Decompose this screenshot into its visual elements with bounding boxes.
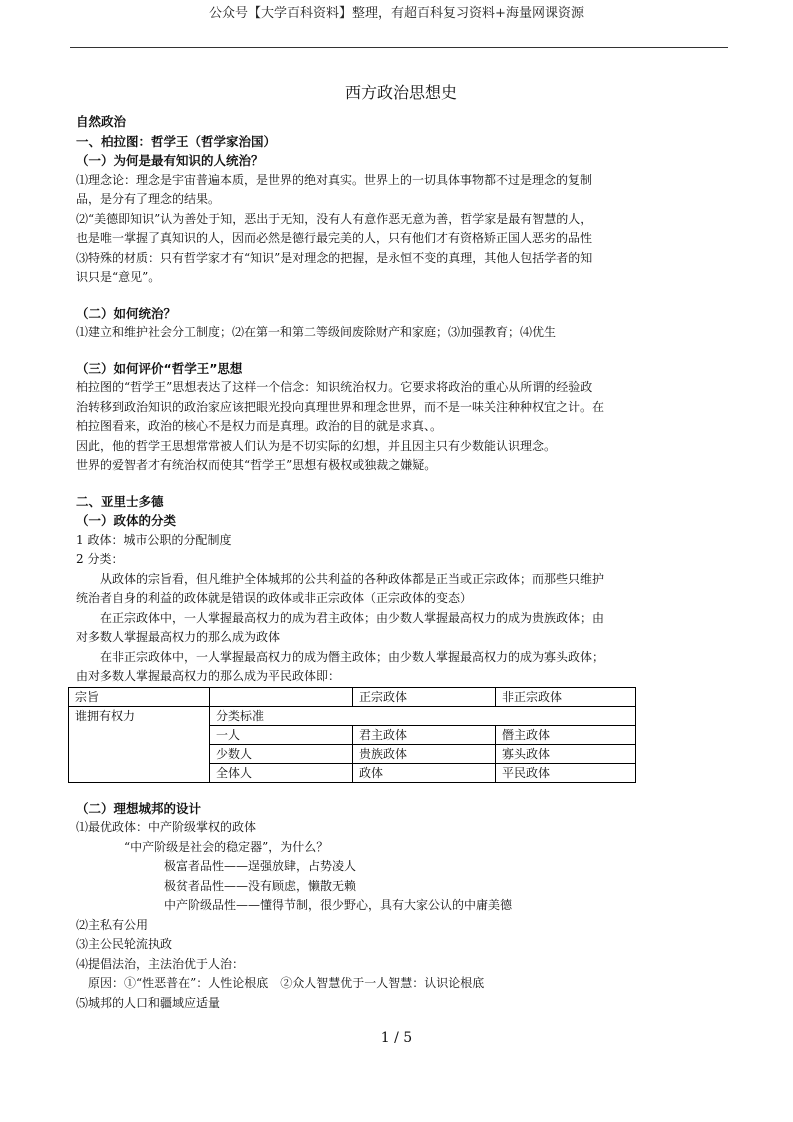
text-line: 柏拉图看来，政治的核心不是权力而是真理。政治的目的就是求真、。 xyxy=(76,419,443,433)
text-line: ⑶主公民轮流执政 xyxy=(76,937,173,951)
table-cell: 僭主政体 xyxy=(496,725,636,744)
text-line: ⑸城邦的人口和疆域应适量 xyxy=(76,995,221,1010)
table-cell: 全体人 xyxy=(210,763,353,782)
header-rule xyxy=(70,47,728,48)
table-cell: 政体 xyxy=(353,763,496,782)
table-cell: 寡头政体 xyxy=(496,744,636,763)
text-line: 世界的爱智者才有统治权而使其“哲学王”思想有极权或独裁之嫌疑。 xyxy=(76,458,437,472)
text-line: 由对多数人掌握最高权力的那么成为平民政体即： xyxy=(76,669,341,683)
text-line: 1 政体：城市公职的分配制度 xyxy=(76,532,232,547)
table-cell: 谁拥有权力 xyxy=(69,706,210,782)
table-cell: 分类标准 xyxy=(210,706,636,725)
table-cell: 一人 xyxy=(210,725,353,744)
table-cell: 宗旨 xyxy=(69,687,210,706)
text-line: 品，是分有了理念的结果。 xyxy=(76,192,221,206)
text-line: 在非正宗政体中，一人掌握最高权力的成为僭主政体；由少数人掌握最高权力的成为寡头政体； xyxy=(100,649,605,664)
text-line: 柏拉图的“哲学王”思想表达了这样一个信念：知识统治权力。它要求将政治的重心从所谓的经验政 xyxy=(76,380,593,394)
table-row xyxy=(69,687,636,706)
section-aristotle-heading: 二、亚里士多德 xyxy=(76,493,164,509)
text-line: 因此，他的哲学王思想常常被人们认为是不切实际的幻想，并且因主只有少数能认识理念。 xyxy=(76,438,557,453)
table-row xyxy=(69,706,636,725)
text-line: ⑵“美德即知识”认为善处于知，恶出于无知，没有人有意作恶无意为善，哲学家是最有智慧的人， xyxy=(76,211,593,226)
aristotle-q2-heading: （二）理想城邦的设计 xyxy=(76,800,202,816)
table-cell: 少数人 xyxy=(210,744,353,763)
text-line: ⑵主私有公用 xyxy=(76,917,149,932)
text-line: 对多数人掌握最高权力的那么成为政体 xyxy=(76,630,281,644)
page-number: 1 / 5 xyxy=(380,1030,413,1046)
table-cell: 正宗政体 xyxy=(353,687,496,706)
text-line: 识只是“意见”。 xyxy=(76,270,161,284)
text-line: ⑶特殊的材质：只有哲学家才有“知识”是对理念的把握，是永恒不变的真理，其他人包括学者的知 xyxy=(76,250,593,265)
plato-q3-heading: （三）如何评价“哲学王”思想 xyxy=(76,360,243,376)
text-line: 极富者品性——逞强放肆，占势凌人 xyxy=(164,859,357,873)
text-line: 统治者自身的利益的政体就是错误的政体或非正宗政体（正宗政体的变态） xyxy=(76,591,473,605)
page-title: 西方政治思想史 xyxy=(344,83,457,102)
plato-q2-heading: （二）如何统治？ xyxy=(76,305,177,321)
text-line: 极贫者品性——没有顾虑，懒散无赖 xyxy=(164,878,357,893)
text-line: “中产阶级是社会的稳定器”，为什么？ xyxy=(124,839,329,854)
table-cell: 非正宗政体 xyxy=(496,687,636,706)
text-line: ⑴最优政体：中产阶级掌权的政体 xyxy=(76,820,257,834)
plato-q1-heading: （一）为何是最有知识的人统治？ xyxy=(76,153,264,168)
section-plato-heading: 一、柏拉图：哲学王（哲学家治国） xyxy=(76,133,277,149)
document-body xyxy=(76,82,726,1013)
text-line: 在正宗政体中，一人掌握最高权力的成为君主政体；由少数人掌握最高权力的成为贵族政体；由 xyxy=(100,610,605,625)
text-line: ⑴建立和维护社会分工制度；⑵在第一和第二等级间废除财产和家庭；⑶加强教育；⑷优生 xyxy=(76,325,557,339)
table-cell xyxy=(210,687,353,706)
table-cell: 平民政体 xyxy=(496,763,636,782)
text-line: 也是唯一掌握了真知识的人，因而必然是德行最完美的人，只有他们才有资格矫正国人恶劣的品性 xyxy=(76,231,593,245)
section-natural-politics: 自然政治 xyxy=(76,114,127,129)
text-line: ⑷提倡法治，主法治优于人治： xyxy=(76,956,245,971)
page-header: 公众号【大学百科资料】整理，有超百科复习资料+海量网课资源 xyxy=(209,6,584,21)
aristotle-q1-heading: （一）政体的分类 xyxy=(76,513,177,528)
regime-classification-table xyxy=(68,687,636,783)
text-line: ⑴理念论：理念是宇宙普遍本质，是世界的绝对真实。世界上的一切具体事物都不过是理念的复制 xyxy=(76,172,593,187)
table-cell: 贵族政体 xyxy=(353,744,496,763)
text-line: 原因：①“性恶普在”：人性论根底 ②众人智慧优于一人智慧：认识论根底 xyxy=(88,976,485,990)
text-line: 治转移到政治知识的政治家应该把眼光投向真理世界和理念世界，而不是一味关注种种权宜之计。在 xyxy=(76,399,605,414)
text-line: 2 分类： xyxy=(76,552,124,566)
table-cell: 君主政体 xyxy=(353,725,496,744)
text-line: 从政体的宗旨看，但凡维护全体城邦的公共利益的各种政体都是正当或正宗政体；而那些只维护 xyxy=(100,571,605,586)
text-line: 中产阶级品性——懂得节制，很少野心，具有大家公认的中庸美德 xyxy=(164,898,513,912)
